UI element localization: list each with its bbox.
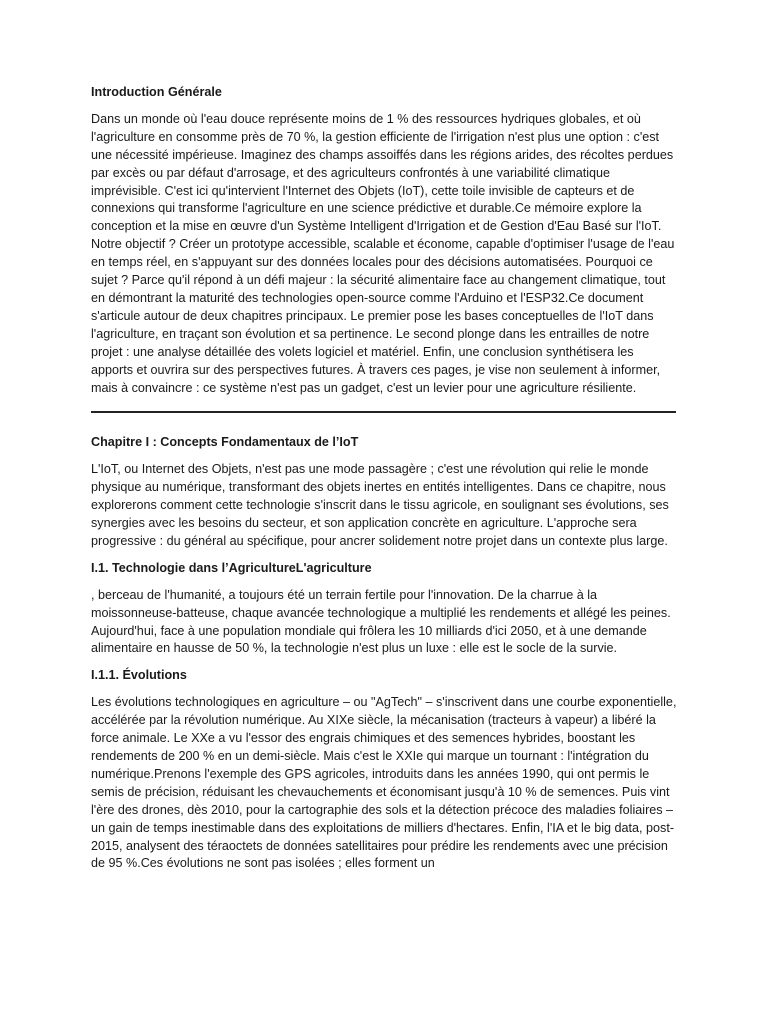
introduction-paragraph: Dans un monde où l'eau douce représente moins de 1 % des ressources hydriques globales, et où l'agriculture en consomme près de 70 %, la gestion efficiente de l'irrigation n'est plus une option : c'est une nécessité impérieuse. Imaginez des champs assoiffés dans les régions arides, des récoltes perdues par excès ou par défaut d'arrosage, et des agriculteurs confrontés à une variabilité climatique imprévisible. C'est ici qu'intervient l'Internet des Objets (IoT), cette toile invisible de capteurs et de connexions qui transforme l'agriculture en une science prédictive et durable.Ce mémoire explore la conception et la mise en œuvre d'un Système Intelligent d'Irrigation et de Gestion d'Eau Basé sur l'IoT. Notre objectif ? Créer un prototype accessible, scalable et économe, capable d'optimiser l'usage de l'eau en temps réel, en s'appuyant sur des données locales pour des décisions automatisées. Pourquoi ce sujet ? Parce qu'il répond à un défi majeur : la sécurité alimentaire face au changement climatique, tout en démontrant la maturité des technologies open-source comme l'Arduino et l'ESP32.Ce document s'articule autour de deux chapitres principaux. Le premier pose les bases conceptuelles de l'IoT dans l'agriculture, en traçant son évolution et sa pertinence. Le second plonge dans les entrailles de notre projet : une analyse détaillée des volets logiciel et matériel. Enfin, une conclusion synthétisera les apports et ouvrira sur des perspectives futures. À travers ces pages, je vise non seulement à informer, mais à convaincre : ce système n'est pas un gadget, c'est un levier pour une agriculture résiliente. xyxy=(91,111,675,395)
chapter-1-title: Chapitre I : Concepts Fondamentaux de l’IoT xyxy=(91,435,359,450)
section-1-1-1-title: I.1.1. Évolutions xyxy=(91,668,187,683)
section-1-1-paragraph: , berceau de l'humanité, a toujours été un terrain fertile pour l'innovation. De la charrue à la moissonneuse-batteuse, chaque avancée technologique a multiplié les rendements et allégé les peines. Aujourd'hui, face à une population mondiale qui frôlera les 10 milliards d'ici 2050, et à une demande alimentaire en hausse de 50 %, la technologie n'est plus un luxe : elle est le socle de la survie. xyxy=(91,587,671,656)
chapter-1-paragraph: L'IoT, ou Internet des Objets, n'est pas une mode passagère ; c'est une révolution qui relie le monde physique au numérique, transformant des objets inertes en entités intelligentes. Dans ce chapitre, nous explorerons comment cette technologie s'inscrit dans le tissu agricole, en soulignant ses évolutions, ses synergies avec les besoins du secteur, et son application concrète en agriculture. L'approche sera progressive : du général au spécifique, pour ancrer solidement notre projet dans un contexte plus large. xyxy=(91,462,669,548)
section-1-1-1-paragraph: Les évolutions technologiques en agriculture – ou "AgTech" – s'inscrivent dans une courbe exponentielle, accélérée par la révolution numérique. Au XIXe siècle, la mécanisation (tracteurs à vapeur) a libéré la force animale. Le XXe a vu l'essor des engrais chimiques et des semences hybrides, boostant les rendements de 200 % en un demi-siècle. Mais c'est le XXIe qui marque un tournant : l'intégration du numérique.Prenons l'exemple des GPS agricoles, introduits dans les années 1990, qui ont permis le semis de précision, réduisant les chevauchements et économisant jusqu'à 10 % de semences. Puis vint l'ère des drones, dès 2010, pour la cartographie des sols et la détection précoce des maladies foliaires – un gain de temps inestimable dans des exploitations de milliers d'hectares. Enfin, l'IA et le big data, post-2015, analysent des téraoctets de données satellitaires pour prédire les rendements avec une précision de 95 %.Ces évolutions ne sont pas isolées ; elles forment un xyxy=(91,695,677,871)
introduction-heading: Introduction Générale xyxy=(91,85,222,99)
section-1-1-title: I.1. Technologie dans l’AgricultureL'agriculture xyxy=(91,560,372,575)
document-page xyxy=(91,84,679,873)
section-divider xyxy=(91,411,676,413)
